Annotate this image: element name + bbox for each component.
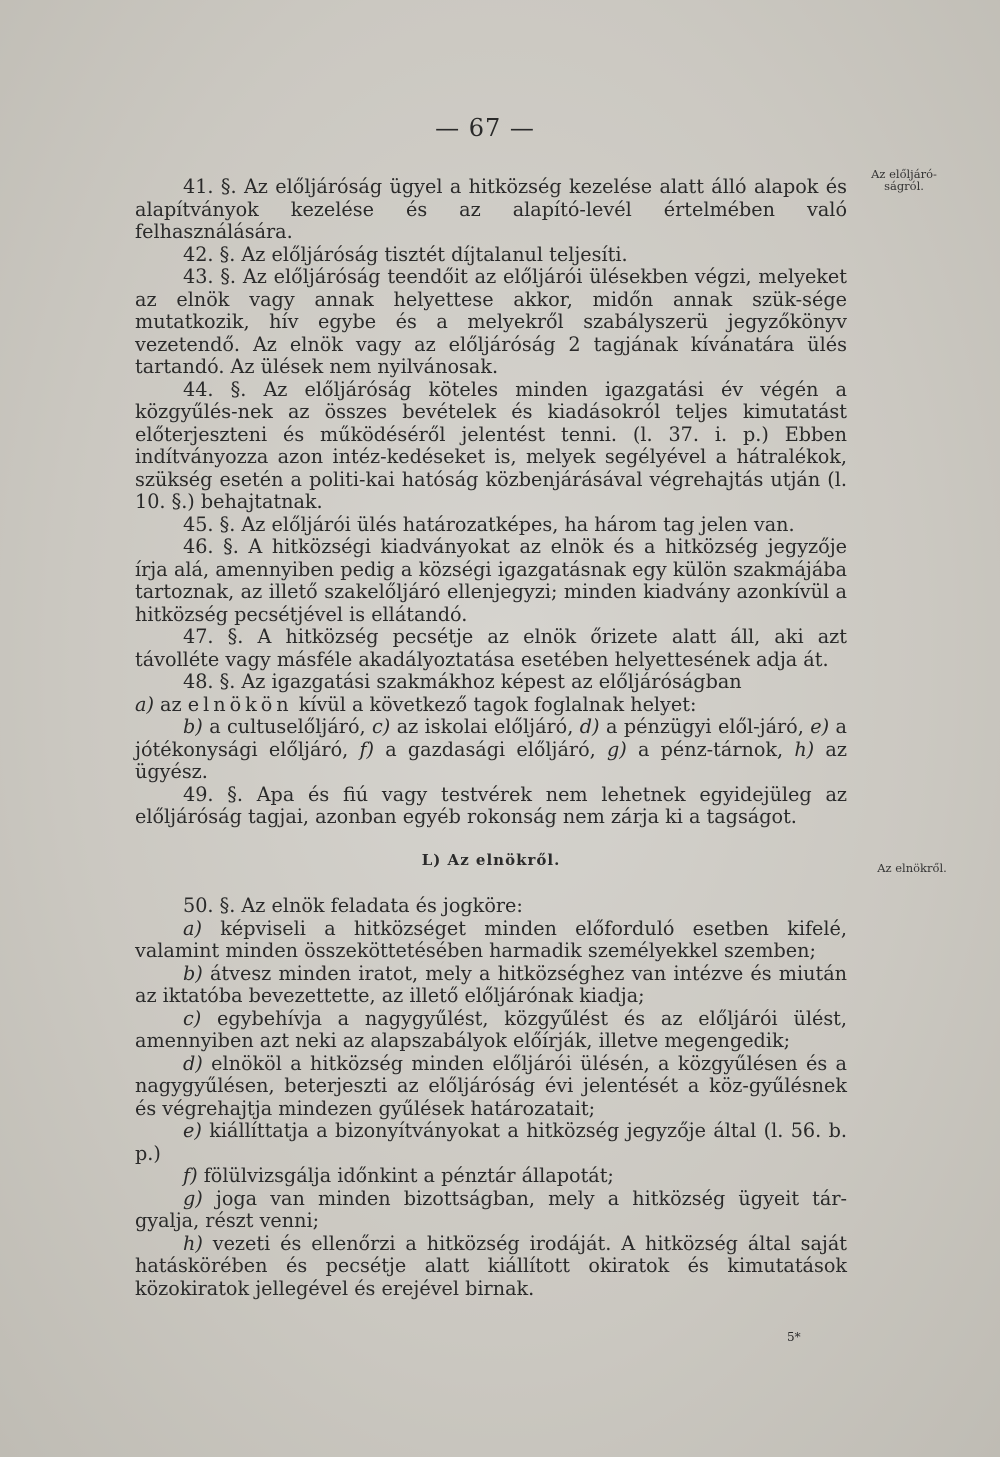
list-item (135, 1233, 847, 1301)
page-number: — 67 — (435, 114, 535, 142)
list-text: a pénz-tárnok, (637, 737, 784, 761)
list-letter: c) (183, 1006, 202, 1030)
paragraph-42: 42. §. Az előljáróság tisztét díjtalanul teljesíti. (183, 242, 628, 266)
list-item (135, 1120, 847, 1165)
list-letter: e) (810, 715, 830, 738)
paragraph-43: 43. §. Az előljáróság teendőit az előljárói ülésekben végzi, melyeket az elnök vagy annak helyettese akkor, midőn annak szük-sége mutatkozik, hív egybe és a melyekről szabályszerü jegyzőkönyv vezetendő. Az elnök vagy az előljáróság 2 tagjának kívánatára ülés tartandó. Az ülések nem nyilvánosak. (135, 265, 847, 378)
list-letter: h) (794, 737, 815, 761)
paragraph-44: 44. §. Az előljáróság köteles minden igazgatási év végén a közgyűlés-nek az összes bevételek és kiadásokról teljes kimutatást előterjeszteni és működéséről jelentést tenni. (l. 37. i. p.) Ebben indítványozza azon intéz-kedéseket is, melyek segélyével a hátralékok, szükség esetén a politi-kai hatóság közbenjárásával végrehajtás utján (l. 10. §.) behajtatnak. (135, 377, 847, 513)
list-letter: a) (135, 692, 154, 716)
list-text: elnököl a hitközség minden előljárói ülésén, a közgyűlésen és a nagygyűlésen, beterjeszti az előljáróság évi jelentését a köz-gyűlésnek és végrehajtja mindezen gyűlések határozatait; (135, 1051, 847, 1120)
list-item (135, 1053, 847, 1121)
list-text: az iskolai előljáró, (396, 715, 574, 738)
margin-note-elnokrol: Az elnökről. (877, 861, 947, 875)
list-letter: h) (183, 1231, 203, 1255)
list-text: a jótékonysági előljáró, (135, 715, 847, 761)
paragraph-48-b-h (135, 716, 847, 784)
paragraph-45: 45. §. Az előljárói ülés határozatképes, ha három tag jelen van. (183, 512, 795, 536)
paragraph-48-intro: 48. §. Az igazgatási szakmákhoz képest az előljáróságban (183, 670, 742, 693)
paragraph-49: 49. §. Apa és fiú vagy testvérek nem lehetnek egyidejüleg az előljáróság tagjai, azonban egyéb rokonság nem zárja ki a tagságot. (135, 782, 847, 828)
list-text: az (160, 692, 182, 716)
list-letter: g) (606, 737, 627, 761)
paragraph-46: 46. §. A hitközségi kiadványokat az elnök és a hitközség jegyzője írja alá, amennyiben pedig a községi igazgatásnak egy külön szakmájába tartoznak, az illető szakelőljáró ellenjegyzi; minden kiadvány azonkívül a hitközség pecsétjével is ellátandó. (135, 535, 847, 626)
section-heading: L) Az elnökről. (421, 850, 561, 869)
list-text: az ügyész. (135, 737, 847, 783)
list-text: a gazdasági előljáró, (385, 737, 596, 761)
spaced-word: elnökön (187, 692, 293, 716)
list-letter: c) (372, 715, 391, 738)
list-text: kiállíttatja a bizonyítványokat a hitközség jegyzője által (l. 56. b. p.) (135, 1119, 848, 1165)
list-text: a pénzügyi elől-járó, (605, 715, 804, 738)
list-letter: f) (359, 737, 375, 761)
list-letter: b) (183, 961, 203, 985)
list-letter: f) (183, 1164, 198, 1187)
list-text: joga van minden bizottságban, mely a hitközség ügyeit tár-gyalja, részt venni; (135, 1186, 847, 1232)
list-text: átvesz minden iratot, mely a hitközséghez van intézve és miután az iktatóba bevezettette, az illető előljárónak kiadja; (135, 961, 847, 1007)
signature-mark: 5* (787, 1330, 801, 1344)
list-text: képviseli a hitközséget minden előforduló esetben kifelé, valamint minden összeköttetésében harmadik személyekkel szemben; (135, 916, 847, 962)
list-text: kívül a következő tagok foglalnak helyet: (298, 692, 697, 716)
list-letter: a) (183, 916, 202, 940)
body-text (135, 176, 847, 1300)
list-item (135, 918, 847, 963)
list-item (135, 1165, 847, 1188)
list-text: egybehívja a nagygyűlést, közgyűlést és az előljárói ülést, amennyiben azt neki az alapszabályok előírják, illetve megengedik; (135, 1006, 847, 1052)
margin-note-eloljarosagrol: Az előljáró- ságról. (871, 167, 937, 193)
list-text: vezeti és ellenőrzi a hitközség irodáját. A hitközség által saját hatáskörében és pecsétje alatt kiállított okiratok és kimutatások közokiratok jellegével és erejével birnak. (135, 1231, 847, 1300)
list-letter: e) (183, 1119, 202, 1142)
list-text: fölülvizsgálja időnkint a pénztár állapotát; (203, 1164, 614, 1187)
list-letter: d) (579, 715, 600, 738)
list-item (135, 963, 847, 1008)
paragraph-50-list (135, 918, 847, 1301)
paragraph-41: 41. §. Az előljáróság ügyel a hitközség kezelése alatt álló alapok és alapítványok kezelése és az alapító-levél értelmében való felhasználására. (135, 175, 847, 243)
paragraph-50-intro: 50. §. Az elnök feladata és jogköre: (183, 894, 523, 917)
list-letter: d) (183, 1051, 203, 1075)
paragraph-48-a (135, 694, 847, 717)
list-letter: b) (183, 715, 203, 738)
paragraph-47: 47. §. A hitközség pecsétje az elnök őrizete alatt áll, aki azt távolléte vagy másféle akadályoztatása esetében helyettesének adja át. (135, 625, 847, 671)
list-item (135, 1008, 847, 1053)
list-item (135, 1188, 847, 1233)
list-text: a cultuselőljáró, (209, 715, 366, 738)
list-letter: g) (183, 1186, 203, 1210)
